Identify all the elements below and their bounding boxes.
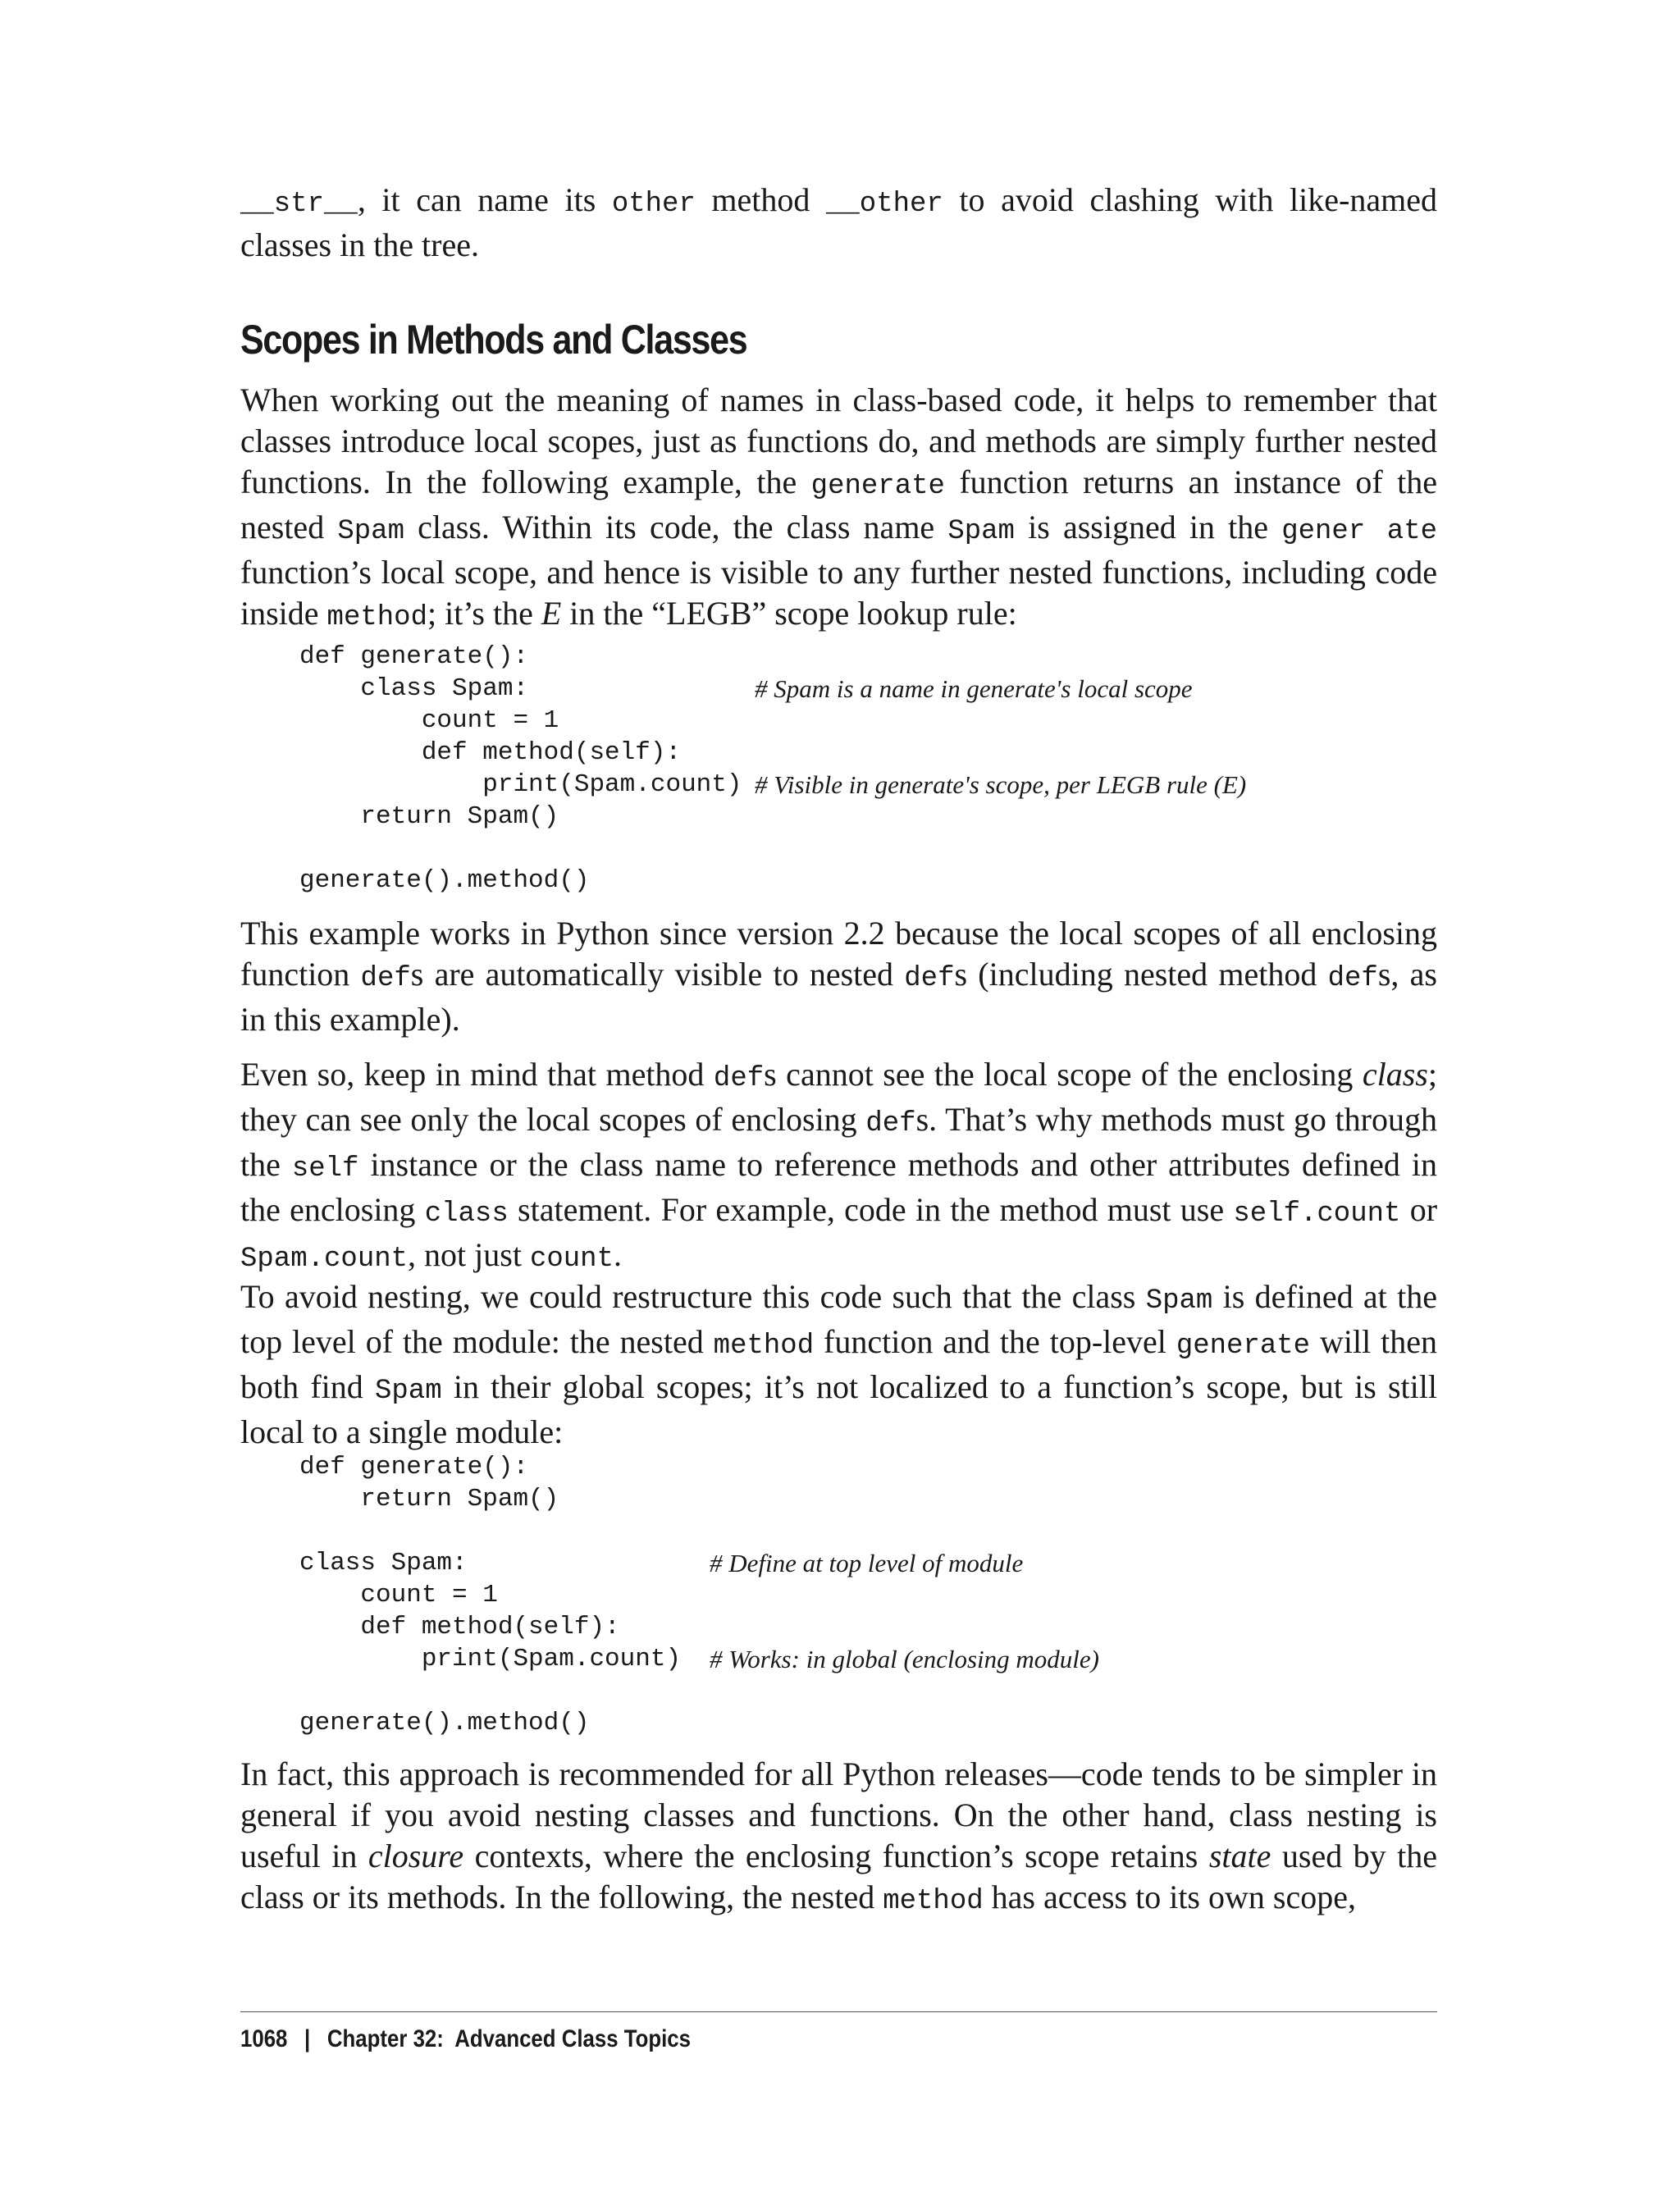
code-text: class Spam: (299, 674, 529, 703)
intro-paragraph (240, 180, 1437, 266)
inline-code: def (1327, 963, 1378, 994)
inline-code: self (291, 1153, 359, 1185)
inline-code: def (865, 1108, 916, 1139)
code-text: count = 1 (299, 1581, 498, 1609)
emphasis: state (1208, 1838, 1271, 1874)
paragraph-text: Even so, keep in mind that method (240, 1056, 714, 1093)
paragraph-text: ; they can see only the local scopes of enclosing (240, 1056, 1437, 1138)
code-comment: # Define at top level of module (710, 1549, 1024, 1577)
footer-divider (240, 2011, 1437, 2012)
inline-code: count (529, 1244, 614, 1275)
inline-code: Spam (947, 516, 1015, 547)
emphasis: closure (368, 1838, 464, 1874)
paragraph-text: is defined at the top level of the module: the nested (240, 1278, 1437, 1360)
paragraph-text: or (1400, 1191, 1438, 1228)
chapter-title: Chapter 32: Advanced Class Topics (326, 2025, 691, 2052)
code-text: def method(self): (299, 1613, 620, 1641)
code-text: generate().method() (299, 866, 590, 895)
inline-code: def (904, 963, 955, 994)
paragraph-text: function returns an instance of the nested (240, 463, 1437, 546)
paragraph-avoid-nesting (240, 1276, 1437, 1453)
paragraph-text: is assigned in the (1014, 509, 1282, 546)
code-comment: # Works: in global (enclosing module) (710, 1645, 1099, 1673)
paragraph-text: s, as in this example). (240, 956, 1437, 1038)
paragraph-text: ; it’s the (427, 595, 541, 632)
code-text: print(Spam.count) (299, 1645, 682, 1673)
paragraph-text: s. That’s why methods must go through the (240, 1101, 1437, 1183)
code-comment: # Spam is a name in generate's local scope (755, 674, 1193, 703)
code-text: generate().method() (299, 1709, 590, 1737)
inline-code: def (713, 1063, 765, 1094)
code-text: def method(self): (299, 738, 682, 767)
footer-separator: | (304, 2025, 311, 2052)
code-text: print(Spam.count) (299, 770, 742, 799)
paragraph-text: contexts, where the enclosing function’s scope retains (463, 1838, 1209, 1874)
paragraph-text: To avoid nesting, we could restructure this code such that the class (240, 1278, 1146, 1315)
paragraph-text: s (including nested method (954, 956, 1328, 993)
inline-code: __other (825, 189, 943, 220)
paragraph-text: . (613, 1236, 622, 1273)
inline-code: def (360, 963, 411, 994)
paragraph-text: function’s local scope, and hence is visible to any further nested functions, including code inside (240, 554, 1437, 632)
paragraph-text: used by the class or its methods. In the following, the nested (240, 1838, 1438, 1915)
paragraph-text: When working out the meaning of names in class-based code, it helps to remember that classes introduce local scopes, just as functions do, and methods are simply further nested functions. In the following example, the (240, 381, 1437, 500)
paragraph-text: has access to its own scope, (983, 1879, 1356, 1915)
inline-code: __str__ (240, 189, 358, 220)
inline-code: gener ate (1281, 516, 1437, 547)
inline-code: method (883, 1886, 984, 1917)
code-text: class Spam: (299, 1549, 468, 1577)
inline-code: generate (1176, 1331, 1311, 1362)
inline-code: Spam (1145, 1285, 1213, 1317)
inline-code: other (611, 189, 696, 220)
paragraph-text: class. Within its code, the class name (404, 509, 948, 546)
code-comment: # Visible in generate's scope, per LEGB rule (E) (755, 770, 1247, 799)
paragraph-text: in the “LEGB” scope lookup rule: (561, 595, 1017, 632)
paragraph-text: This example works in Python since version 2.2 because the local scopes of all enclosing function (240, 915, 1437, 993)
inline-code: Spam (337, 516, 404, 547)
paragraph-text: to avoid clashing with like-named classes in the tree. (240, 181, 1437, 263)
paragraph-text: will then both find (240, 1323, 1438, 1405)
inline-code: self.count (1233, 1198, 1401, 1230)
inline-code: Spam (375, 1376, 442, 1407)
section-heading: Scopes in Methods and Classes (240, 317, 747, 363)
paragraph-text: s cannot see the local scope of the enclosing (764, 1056, 1363, 1093)
paragraph-text: function and the top-level (814, 1323, 1176, 1360)
code-text: def generate(): (299, 642, 529, 671)
paragraph-closure (240, 1754, 1437, 1922)
paragraph-text: , it can name its (357, 181, 612, 218)
inline-code: generate (810, 471, 945, 502)
code-text: count = 1 (299, 706, 559, 735)
inline-code: method (713, 1331, 815, 1362)
page-number: 1068 (240, 2025, 288, 2052)
paragraph-text: In fact, this approach is recommended for all Python releases—code tends to be simpler in general if you avoid nesting classes and functions. On the other hand, class nesting is useful in (240, 1755, 1437, 1874)
inline-code: class (424, 1198, 509, 1230)
paragraph-text: in their global scopes; it’s not localized to a function’s scope, but is still local to a single module: (240, 1368, 1437, 1450)
inline-code: Spam.count (240, 1244, 409, 1275)
paragraph-python22 (240, 913, 1437, 1040)
emphasis: E (541, 595, 562, 632)
emphasis: class (1362, 1056, 1428, 1093)
paragraph-text: s are automatically visible to nested (410, 956, 905, 993)
code-text: return Spam() (299, 1485, 559, 1513)
code-text: def generate(): (299, 1453, 529, 1481)
code-text: return Spam() (299, 802, 559, 831)
paragraph-text: , not just (408, 1236, 530, 1273)
page-footer (240, 2023, 691, 2056)
paragraph-text: statement. For example, code in the method must use (508, 1191, 1234, 1228)
paragraph-scopes-intro (240, 380, 1437, 638)
paragraph-enclosing-class (240, 1054, 1437, 1280)
paragraph-text: instance or the class name to reference methods and other attributes defined in the enclosing (240, 1146, 1437, 1228)
inline-code: method (326, 602, 427, 633)
paragraph-text: method (695, 181, 826, 218)
